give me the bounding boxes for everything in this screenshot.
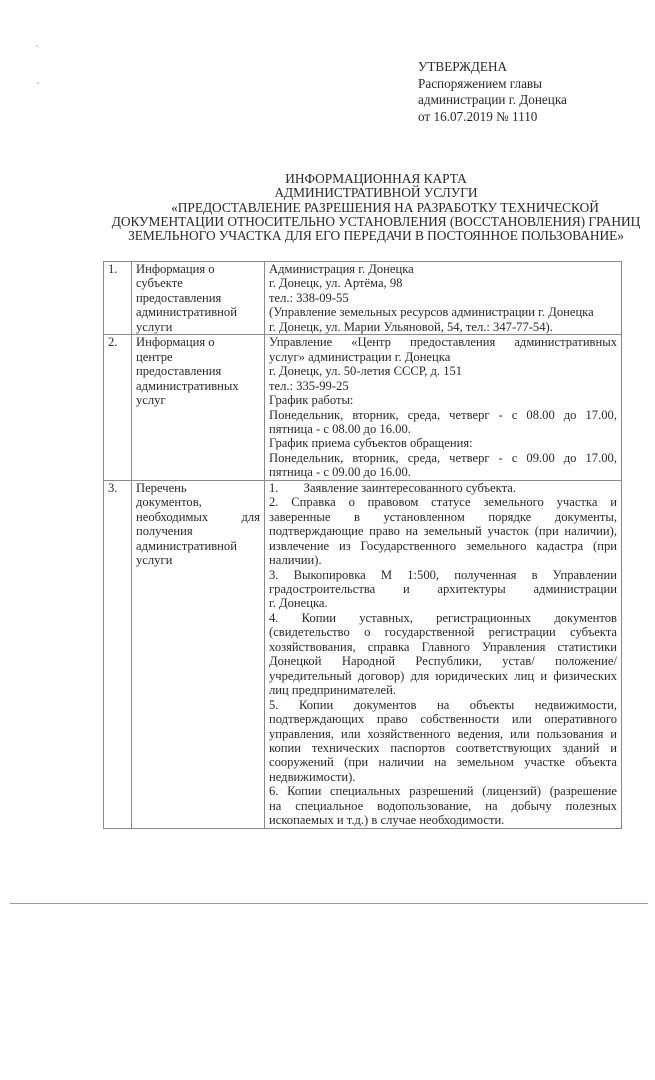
label-line: Информация о <box>136 335 215 350</box>
content-line: тел.: 335-99-25 <box>269 378 349 393</box>
label-line: Перечень <box>136 480 187 495</box>
title-line: «ПРЕДОСТАВЛЕНИЕ РАЗРЕШЕНИЯ НА РАЗРАБОТКУ ТЕХНИЧЕСКОЙ <box>171 199 599 215</box>
label-line: услуги <box>136 553 173 568</box>
row-label <box>132 480 265 828</box>
label-line: административной <box>136 305 237 320</box>
label-line: предоставления <box>136 364 222 379</box>
scan-speck <box>37 82 39 84</box>
scan-speck <box>36 45 38 47</box>
label-line: административных <box>136 378 239 393</box>
content-line: лиц предпринимателей. <box>269 683 397 698</box>
row-label <box>132 262 265 335</box>
label-line: необходимых для <box>136 509 260 524</box>
label-line: центре <box>136 349 173 364</box>
content-line: Управление «Центр предоставления административных <box>269 335 617 350</box>
label-line: субъекте <box>136 276 183 291</box>
content-line: г. Донецк, ул. Артёма, 98 <box>269 276 403 291</box>
row-content <box>265 335 622 481</box>
content-line: заверенные в установленном порядке документы, <box>269 509 617 524</box>
label-line: предоставления <box>136 290 222 305</box>
content-line: услуг» администрации г. Донецка <box>269 349 451 364</box>
content-line: Администрация г. Донецка <box>269 262 414 276</box>
row-number: 2. <box>104 335 132 481</box>
content-line: Донецкой Народной Республики, устав/ положение/ <box>269 654 617 669</box>
table-row <box>104 262 622 335</box>
approval-line: администрации г. Донецка <box>418 92 567 108</box>
content-line: на специальное водопользование, на добычу полезных <box>269 798 617 813</box>
content-line: 5. Копии документов на объекты недвижимости, <box>269 697 617 712</box>
label-line: Информация о <box>136 262 215 276</box>
content-line: наличии). <box>269 553 322 568</box>
content-line: График приема субъектов обращения: <box>269 436 473 451</box>
title-line: ДОКУМЕНТАЦИИ ОТНОСИТЕЛЬНО УСТАНОВЛЕНИЯ (ВОССТАНОВЛЕНИЯ) ГРАНИЦ <box>111 213 641 229</box>
label-line: административной <box>136 538 237 553</box>
label-line: услуг <box>136 393 166 408</box>
document-title <box>100 172 652 243</box>
content-line: График работы: <box>269 393 354 408</box>
approval-date: от 16.07.2019 № 1110 <box>418 108 538 124</box>
content-line: градостроительства и архитектуры администрации <box>269 581 617 596</box>
title-line: АДМИНИСТРАТИВНОЙ УСЛУГИ <box>274 185 478 201</box>
content-line: недвижимости). <box>269 769 356 784</box>
content-line: 1. Заявление заинтересованного субъекта. <box>269 480 516 495</box>
content-line: пятница - с 08.00 до 16.00. <box>269 421 411 436</box>
content-line: учредительный договор) для юридических лиц и физических <box>269 668 617 683</box>
row-content <box>265 262 622 335</box>
content-line: управления, или хозяйственного ведения, или пользования и <box>269 726 617 741</box>
table-row <box>104 480 622 828</box>
content-line: Понедельник, вторник, среда, четверг - с 08.00 до 17.00, <box>269 407 617 422</box>
label-line: услуги <box>136 319 173 334</box>
content-line: (свидетельство о государственной регистрации субъекта <box>269 625 617 640</box>
row-label <box>132 335 265 481</box>
horizontal-rule <box>10 903 648 904</box>
content-line: подтверждающие право на земельный участок (при наличии), <box>269 524 617 539</box>
content-line: пятница - с 09.00 до 16.00. <box>269 465 411 480</box>
title-line: ИНФОРМАЦИОННАЯ КАРТА <box>285 171 467 186</box>
content-line: сооружений (при наличии на земельном участке объекта <box>269 755 617 770</box>
approval-line: Распоряжением главы <box>418 75 543 91</box>
content-line: хозяйствования, справка Главного Управления статистики <box>269 639 617 654</box>
content-line: подтверждающих право собственности или оперативного <box>269 712 617 727</box>
content-line: г. Донецк, ул. Марии Ульяновой, 54, тел.: 347-77-54). <box>269 319 553 334</box>
content-line: (Управление земельных ресурсов администрации г. Донецка <box>269 305 594 320</box>
title-line: ЗЕМЕЛЬНОГО УЧАСТКА ДЛЯ ЕГО ПЕРЕДАЧИ В ПОСТОЯННОЕ ПОЛЬЗОВАНИЕ» <box>128 228 624 244</box>
content-line: ископаемых и т.д.) в случае необходимости. <box>269 813 505 828</box>
row-content <box>265 480 622 828</box>
content-line: 4. Копии уставных, регистрационных документов <box>269 610 617 625</box>
row-number: 1. <box>104 262 132 335</box>
label-line: получения <box>136 524 193 539</box>
content-line: 6. Копии специальных разрешений (лицензий) (разрешение <box>269 784 617 799</box>
content-line: копии технических паспортов соответствующих зданий и <box>269 740 617 755</box>
content-line: г. Донецка. <box>269 596 328 611</box>
content-line: Понедельник, вторник, среда, четверг - с 09.00 до 17.00, <box>269 450 617 465</box>
info-card-table <box>103 261 622 829</box>
row-number: 3. <box>104 480 132 828</box>
content-line: тел.: 338-09-55 <box>269 290 349 305</box>
table-row <box>104 335 622 481</box>
content-line: 3. Выкопировка М 1:500, полученная в Управлении <box>269 567 617 582</box>
approval-heading: УТВЕРЖДЕНА <box>418 59 508 74</box>
approval-stamp <box>418 59 567 125</box>
content-line: 2. Справка о правовом статусе земельного участка и <box>269 495 617 510</box>
content-line: г. Донецк, ул. 50-летия СССР, д. 151 <box>269 364 463 379</box>
label-line: документов, <box>136 495 202 510</box>
content-line: извлечение из Государственного земельного кадастра (при <box>269 538 617 553</box>
